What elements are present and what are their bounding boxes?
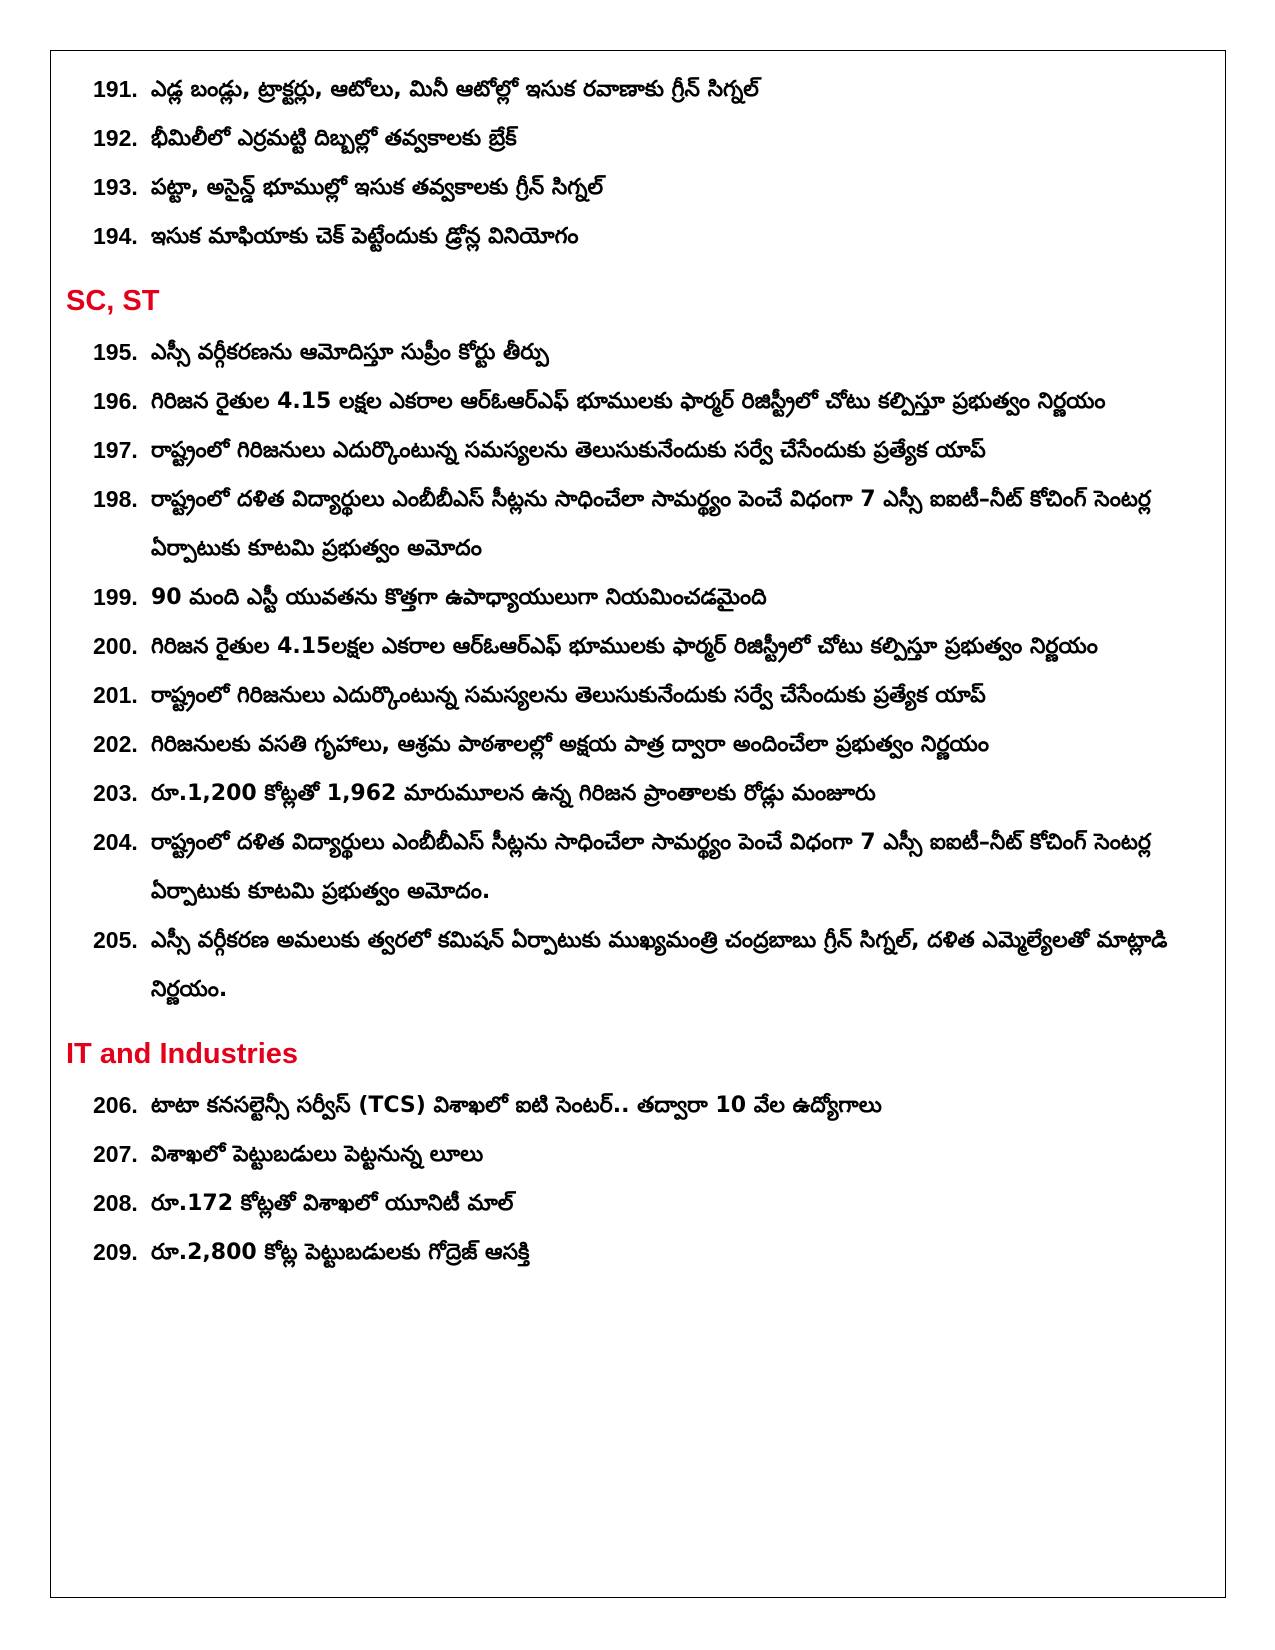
item-number: 202. [93,731,138,757]
list-item [93,163,1193,212]
item-text: రాష్ట్రంలో గిరిజనులు ఎదుర్కొంటున్న సమస్యలను తెలుసుకునేందుకు సర్వే చేసేందుకు ప్రత్యేక యాప్ [151,683,986,708]
item-text: 90 మంది ఎస్టీ యువతను కొత్తగా ఉపాధ్యాయులుగా నియమించడమైంది [151,585,767,610]
item-number: 196. [93,388,138,414]
list-item [93,1081,1193,1130]
list-item [93,65,1193,114]
list-item [93,769,1193,818]
item-number: 193. [93,174,138,200]
sand-list [51,65,1225,261]
item-number: 199. [93,584,138,610]
item-text: గిరిజనులకు వసతి గృహాలు, ఆశ్రమ పాఠశాలల్లో అక్షయ పాత్ర ద్వారా అందించేలా ప్రభుత్వం నిర్ణయం [151,732,989,757]
item-number: 198. [93,486,138,512]
item-text: ఎస్సీ వర్గీకరణను ఆమోదిస్తూ సుప్రీం కోర్టు తీర్పు [151,340,549,365]
item-text: రాష్ట్రంలో దళిత విద్యార్థులు ఎంబీబీఎస్ సీట్లను సాధించేలా సామర్థ్యం పెంచే విధంగా 7 ఎస్సీ ఐఐటీ–నీట్ కోచింగ్ సెంటర్ల ఏర్పాటుకు కూటమి ప్రభుత్వం అమోదం [151,487,1151,561]
sc-st-list [51,328,1225,1014]
list-item [93,622,1193,671]
item-text: గిరిజన రైతుల 4.15 లక్షల ఎకరాల ఆర్ఓఆర్ఎఫ్ భూములకు ఫార్మర్ రిజిస్ట్రీలో చోటు కల్పిస్తూ ప్రభుత్వం నిర్ణయం [151,389,1106,414]
item-number: 200. [93,633,138,659]
item-number: 204. [93,829,138,855]
item-text: రాష్ట్రంలో దళిత విద్యార్థులు ఎంబీబీఎస్ సీట్లను సాధించేలా సామర్థ్యం పెంచే విధంగా 7 ఎస్సీ ఐఐటీ–నీట్ కోచింగ్ సెంటర్ల ఏర్పాటుకు కూటమి ప్రభుత్వం అమోదం. [151,830,1151,904]
item-text: ఎస్సీ వర్గీకరణ అమలుకు త్వరలో కమిషన్ ఏర్పాటుకు ముఖ్యమంత్రి చంద్రబాబు గ్రీన్ సిగ్నల్, దళిత ఎమ్మెల్యేలతో మాట్లాడి నిర్ణయం. [151,928,1168,1002]
item-text: విశాఖలో పెట్టుబడులు పెట్టనున్న లూలు [151,1142,484,1167]
page-frame [50,50,1226,1598]
item-number: 208. [93,1190,138,1216]
list-item [93,1228,1193,1277]
item-text: గిరిజన రైతుల 4.15లక్షల ఎకరాల ఆర్ఓఆర్ఎఫ్ భూములకు ఫార్మర్ రిజిస్ట్రీలో చోటు కల్పిస్తూ ప్రభుత్వం నిర్ణయం [151,634,1098,659]
list-item [93,671,1193,720]
item-text: రాష్ట్రంలో గిరిజనులు ఎదుర్కొంటున్న సమస్యలను తెలుసుకునేందుకు సర్వే చేసేందుకు ప్రత్యేక యాప్ [151,438,986,463]
list-item [93,818,1193,916]
list-item [93,720,1193,769]
item-text: రూ.1,200 కోట్లతో 1,962 మారుమూలన ఉన్న గిరిజన ప్రాంతాలకు రోడ్లు మంజూరు [151,781,876,806]
item-number: 191. [93,76,138,102]
list-item [93,916,1193,1014]
list-item [93,328,1193,377]
list-item [93,1179,1193,1228]
section-heading-sc-st: SC, ST [66,285,160,317]
list-item [93,573,1193,622]
list-item [93,377,1193,426]
section-heading-it-industries: IT and Industries [66,1038,299,1070]
item-number: 194. [93,223,138,249]
item-text: ఎడ్ల బండ్లు, ట్రాక్టర్లు, ఆటోలు, మినీ ఆటోల్లో ఇసుక రవాణాకు గ్రీన్ సిగ్నల్ [151,77,759,102]
item-text: రూ.172 కోట్లతో విశాఖలో యూనిటీ మాల్ [151,1191,514,1216]
list-item [93,1130,1193,1179]
item-number: 201. [93,682,138,708]
item-number: 203. [93,780,138,806]
it-industries-list [51,1081,1225,1277]
item-number: 206. [93,1092,138,1118]
document-content [51,65,1225,1277]
list-item [93,475,1193,573]
list-item [93,426,1193,475]
item-text: రూ.2,800 కోట్ల పెట్టుబడులకు గోద్రెజ్ ఆసక్తి [151,1240,530,1265]
list-item [93,114,1193,163]
list-item [93,212,1193,261]
item-number: 205. [93,927,138,953]
item-number: 197. [93,437,138,463]
item-number: 192. [93,125,138,151]
item-number: 195. [93,339,138,365]
item-text: ఇసుక మాఫియాకు చెక్ పెట్టేందుకు డ్రోన్ల వినియోగం [151,224,579,249]
item-text: పట్టా, అసైన్డ్ భూముల్లో ఇసుక తవ్వకాలకు గ్రీన్ సిగ్నల్ [151,175,604,200]
item-text: టాటా కనసల్టెన్సీ సర్వీస్ (TCS) విశాఖలో ఐటి సెంటర్.. తద్వారా 10 వేల ఉద్యోగాలు [151,1093,882,1118]
item-number: 207. [93,1141,138,1167]
item-number: 209. [93,1239,138,1265]
item-text: భీమిలీలో ఎర్రమట్టి దిబ్బల్లో తవ్వకాలకు బ్రేక్ [151,126,517,151]
